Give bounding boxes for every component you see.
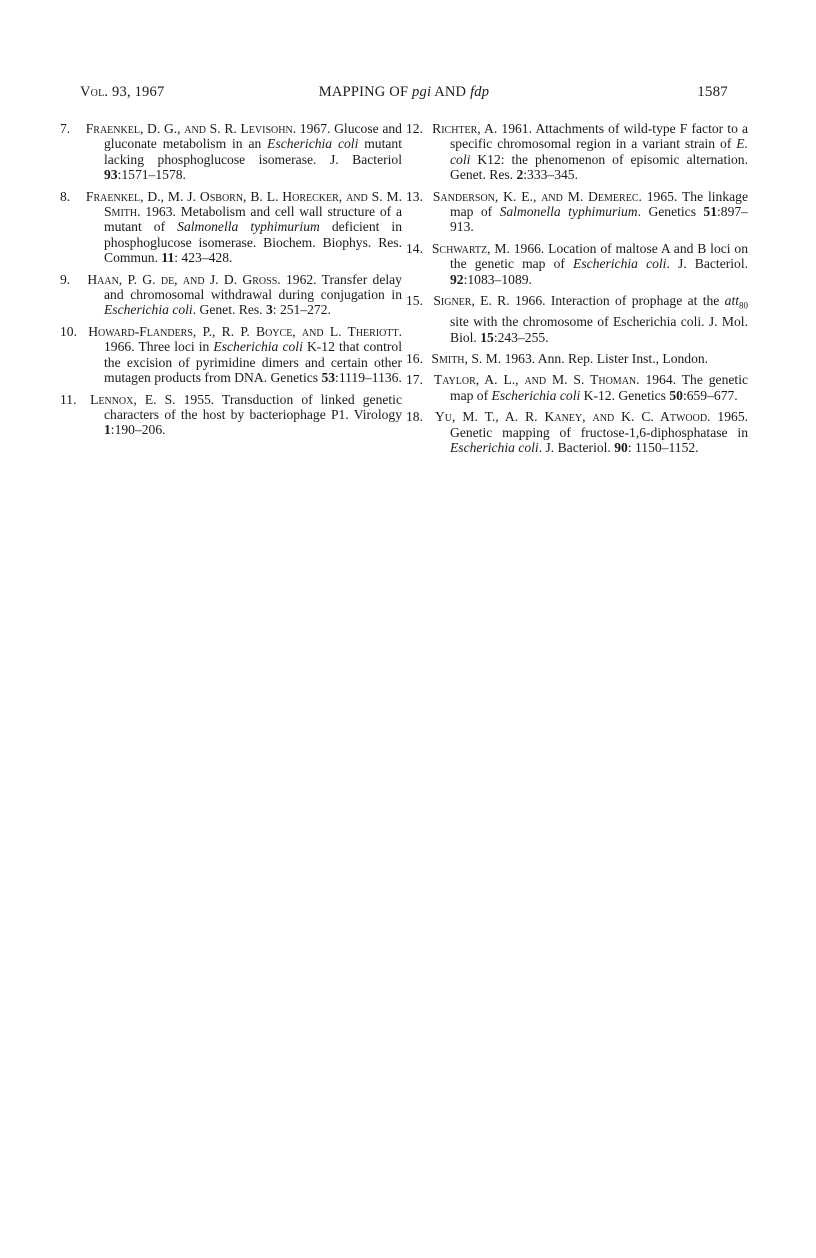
reference-text: mutant lacking phosphoglucose isomerase. J. Bacteriol xyxy=(104,136,402,167)
reference-subscript: 80 xyxy=(739,300,748,311)
reference-text: . J. Bacteriol. xyxy=(666,256,748,272)
reference-authors: Sanderson, K. E., and M. Demerec. xyxy=(432,188,642,204)
reference-pages: :1571–1578. xyxy=(117,167,186,183)
running-title-prefix: MAPPING OF xyxy=(318,84,413,100)
reference-italic: Salmonella typhimurium xyxy=(177,219,320,235)
reference-text: 1964. The genetic map of xyxy=(450,372,749,403)
reference-italic: Escherichia coli xyxy=(450,440,539,456)
reference-volume: 50 xyxy=(669,387,683,403)
reference-volume: 11 xyxy=(161,250,175,266)
reference-pages: :333–345. xyxy=(523,167,579,183)
reference-italic: Escherichia coli xyxy=(573,256,667,272)
reference-text: K12: the phenomenon of episomic alternation. Genet. Res. xyxy=(450,151,748,183)
reference-text: . Genet. Res. xyxy=(192,302,266,318)
reference-entry: 8. Fraenkel, D., M. J. Osborn, B. L. Horecker, and S. M. Smith. 1963. Metabolism and cell wall structure of a mutant of Salmonella typhimurium deficient in phosphoglucose isomerase. Biochem. Biophys. Res. Commun. 11: 423–428. xyxy=(60,188,402,266)
reference-volume: 90 xyxy=(614,440,628,456)
reference-authors: Signer, E. R. xyxy=(433,293,510,309)
reference-text: 1965. Genetic mapping of fructose-1,6-diphosphatase in xyxy=(450,409,749,440)
references-column-left xyxy=(60,121,402,444)
reference-pages: : 1150–1152. xyxy=(627,440,699,456)
reference-entry: 18. Yu, M. T., A. R. Kaney, and K. C. Atwood. 1965. Genetic mapping of fructose-1,6-diphosphatase in Escherichia coli. J. Bacteriol. 90: 1150–1152. xyxy=(406,409,749,456)
reference-authors: Fraenkel, D. G., and S. R. Levisohn. xyxy=(85,121,297,136)
reference-pages: :897–913. xyxy=(450,204,748,235)
reference-text: K-12 that control the excision of pyrimidine dimers and certain other mutagen products from DNA. Genetics xyxy=(104,339,402,386)
reference-entry: 17. Taylor, A. L., and M. S. Thoman. 1964. The genetic map of Escherichia coli K-12. Genetics 50:659–677. xyxy=(406,372,749,403)
reference-italic: Escherichia coli xyxy=(267,136,359,152)
references-column-right xyxy=(406,121,749,461)
running-title-gene-fdp: fdp xyxy=(470,84,490,100)
reference-authors: Haan, P. G. de, and J. D. Gross. xyxy=(87,271,281,287)
reference-volume: 3 xyxy=(265,302,273,318)
reference-authors: Lennox, E. S. xyxy=(90,391,176,407)
reference-text: 1966. Three loci in xyxy=(104,339,214,355)
reference-text: 1966. Location of maltose A and B loci on the genetic map of xyxy=(450,240,748,272)
running-title-and: AND xyxy=(431,84,471,100)
reference-volume: 93 xyxy=(104,167,118,183)
reference-entry: 7. Fraenkel, D. G., and S. R. Levisohn. 1967. Glucose and gluconate metabolism in an Escherichia coli mutant lacking phosphoglucose isomerase. J. Bacteriol 93:1571–1578. xyxy=(60,121,402,183)
reference-text: 1955. Transduction of linked genetic characters of the host by bacteriophage P1. Virology xyxy=(104,391,402,422)
reference-text: K-12. Genetics xyxy=(580,387,670,403)
journal-volume: Vol. 93, 1967 xyxy=(80,84,165,100)
reference-entry: 12. Richter, A. 1961. Attachments of wild-type F factor to a specific chromosomal region in a variant strain of E. coli K12: the phenomenon of episomic alternation. Genet. Res. 2:333–345. xyxy=(406,121,749,183)
reference-entry: 16. Smith, S. M. 1963. Ann. Rep. Lister Inst., London. xyxy=(406,351,709,366)
reference-authors: Richter, A. xyxy=(432,121,498,136)
reference-pages: : 423–428. xyxy=(174,250,233,266)
reference-text: 1967. Glucose and gluconate metabolism in an xyxy=(104,121,402,152)
reference-entry: 15. Signer, E. R. 1966. Interaction of prophage at the att$_{80}$ site with the chromosome of Escherichia coli. J. Mol. Biol. 15:243–255. xyxy=(406,293,748,345)
reference-volume: 1 xyxy=(104,422,111,438)
reference-italic: Escherichia coli xyxy=(491,387,581,403)
reference-authors: Yu, M. T., A. R. Kaney, and K. C. Atwood. xyxy=(434,409,711,425)
reference-authors: Fraenkel, D., M. J. Osborn, B. L. Horecker, and S. M. Smith. xyxy=(85,188,402,220)
reference-text: 1962. Transfer delay and chromosomal withdrawal during conjugation in xyxy=(104,271,402,303)
reference-text: 1963. Metabolism and cell wall structure of a mutant of xyxy=(104,204,402,235)
reference-volume: 15 xyxy=(480,329,494,345)
reference-text: 1961. Attachments of wild-type F factor to a specific chromosomal region in a variant strain of xyxy=(450,121,749,152)
reference-pages: : 251–272. xyxy=(272,302,331,318)
running-title-gene-pgi: pgi xyxy=(412,84,432,100)
reference-pages: :659–677. xyxy=(682,387,738,403)
reference-pages: :1083–1089. xyxy=(463,271,532,287)
reference-pages: :1119–1136. xyxy=(335,370,402,386)
reference-entry: 9. Haan, P. G. de, and J. D. Gross. 1962. Transfer delay and chromosomal withdrawal during conjugation in Escherichia coli. Genet. Res. 3: 251–272. xyxy=(60,271,402,318)
reference-volume: 92 xyxy=(450,271,464,287)
reference-italic: E. coli xyxy=(450,136,748,167)
reference-italic: att xyxy=(724,293,739,309)
reference-authors: Taylor, A. L., and M. S. Thoman. xyxy=(433,372,640,388)
reference-entry: 11. Lennox, E. S. 1955. Transduction of linked genetic characters of the host by bacteriophage P1. Virology 1:190–206. xyxy=(60,391,402,438)
reference-entry: 14. Schwartz, M. 1966. Location of maltose A and B loci on the genetic map of Escherichia coli. J. Bacteriol. 92:1083–1089. xyxy=(406,240,748,287)
reference-authors: Schwartz, M. xyxy=(431,240,510,256)
reference-pages: :243–255. xyxy=(493,329,549,345)
reference-authors: Howard-Flanders, P., R. P. Boyce, and L. Theriott. xyxy=(88,323,402,339)
reference-text: 1963. Ann. Rep. Lister Inst., London. xyxy=(501,351,709,366)
reference-pages: :190–206. xyxy=(110,422,166,438)
reference-text: site with the chromosome of Escherichia coli. J. Mol. Biol. xyxy=(450,314,748,345)
reference-italic: Salmonella typhimurium xyxy=(499,204,638,220)
reference-text: . J. Bacteriol. xyxy=(538,440,615,456)
reference-text: 1966. Interaction of prophage at the xyxy=(509,293,725,309)
running-title xyxy=(80,84,728,101)
reference-authors: Smith, S. M. xyxy=(431,351,502,366)
reference-volume: 2 xyxy=(516,167,524,183)
reference-text: 1965. The linkage map of xyxy=(450,188,748,220)
page-number: 1587 xyxy=(697,84,728,100)
reference-italic: Escherichia coli xyxy=(213,339,303,355)
reference-entry: 10. Howard-Flanders, P., R. P. Boyce, and L. Theriott. 1966. Three loci in Escherichia coli K-12 that control the excision of pyrimidine dimers and certain other mutagen products from DNA. Genetics 53:1119–1136. xyxy=(60,323,402,386)
running-head xyxy=(80,84,728,104)
reference-entry: 13. Sanderson, K. E., and M. Demerec. 1965. The linkage map of Salmonella typhimurium. Genetics 51:897–913. xyxy=(406,188,748,235)
reference-text: . Genetics xyxy=(637,204,704,220)
reference-volume: 53 xyxy=(321,370,336,386)
reference-text: deficient in phosphoglucose isomerase. Biochem. Biophys. Res. Commun. xyxy=(104,219,402,266)
reference-italic: Escherichia coli xyxy=(104,302,193,318)
reference-volume: 51 xyxy=(703,204,718,220)
